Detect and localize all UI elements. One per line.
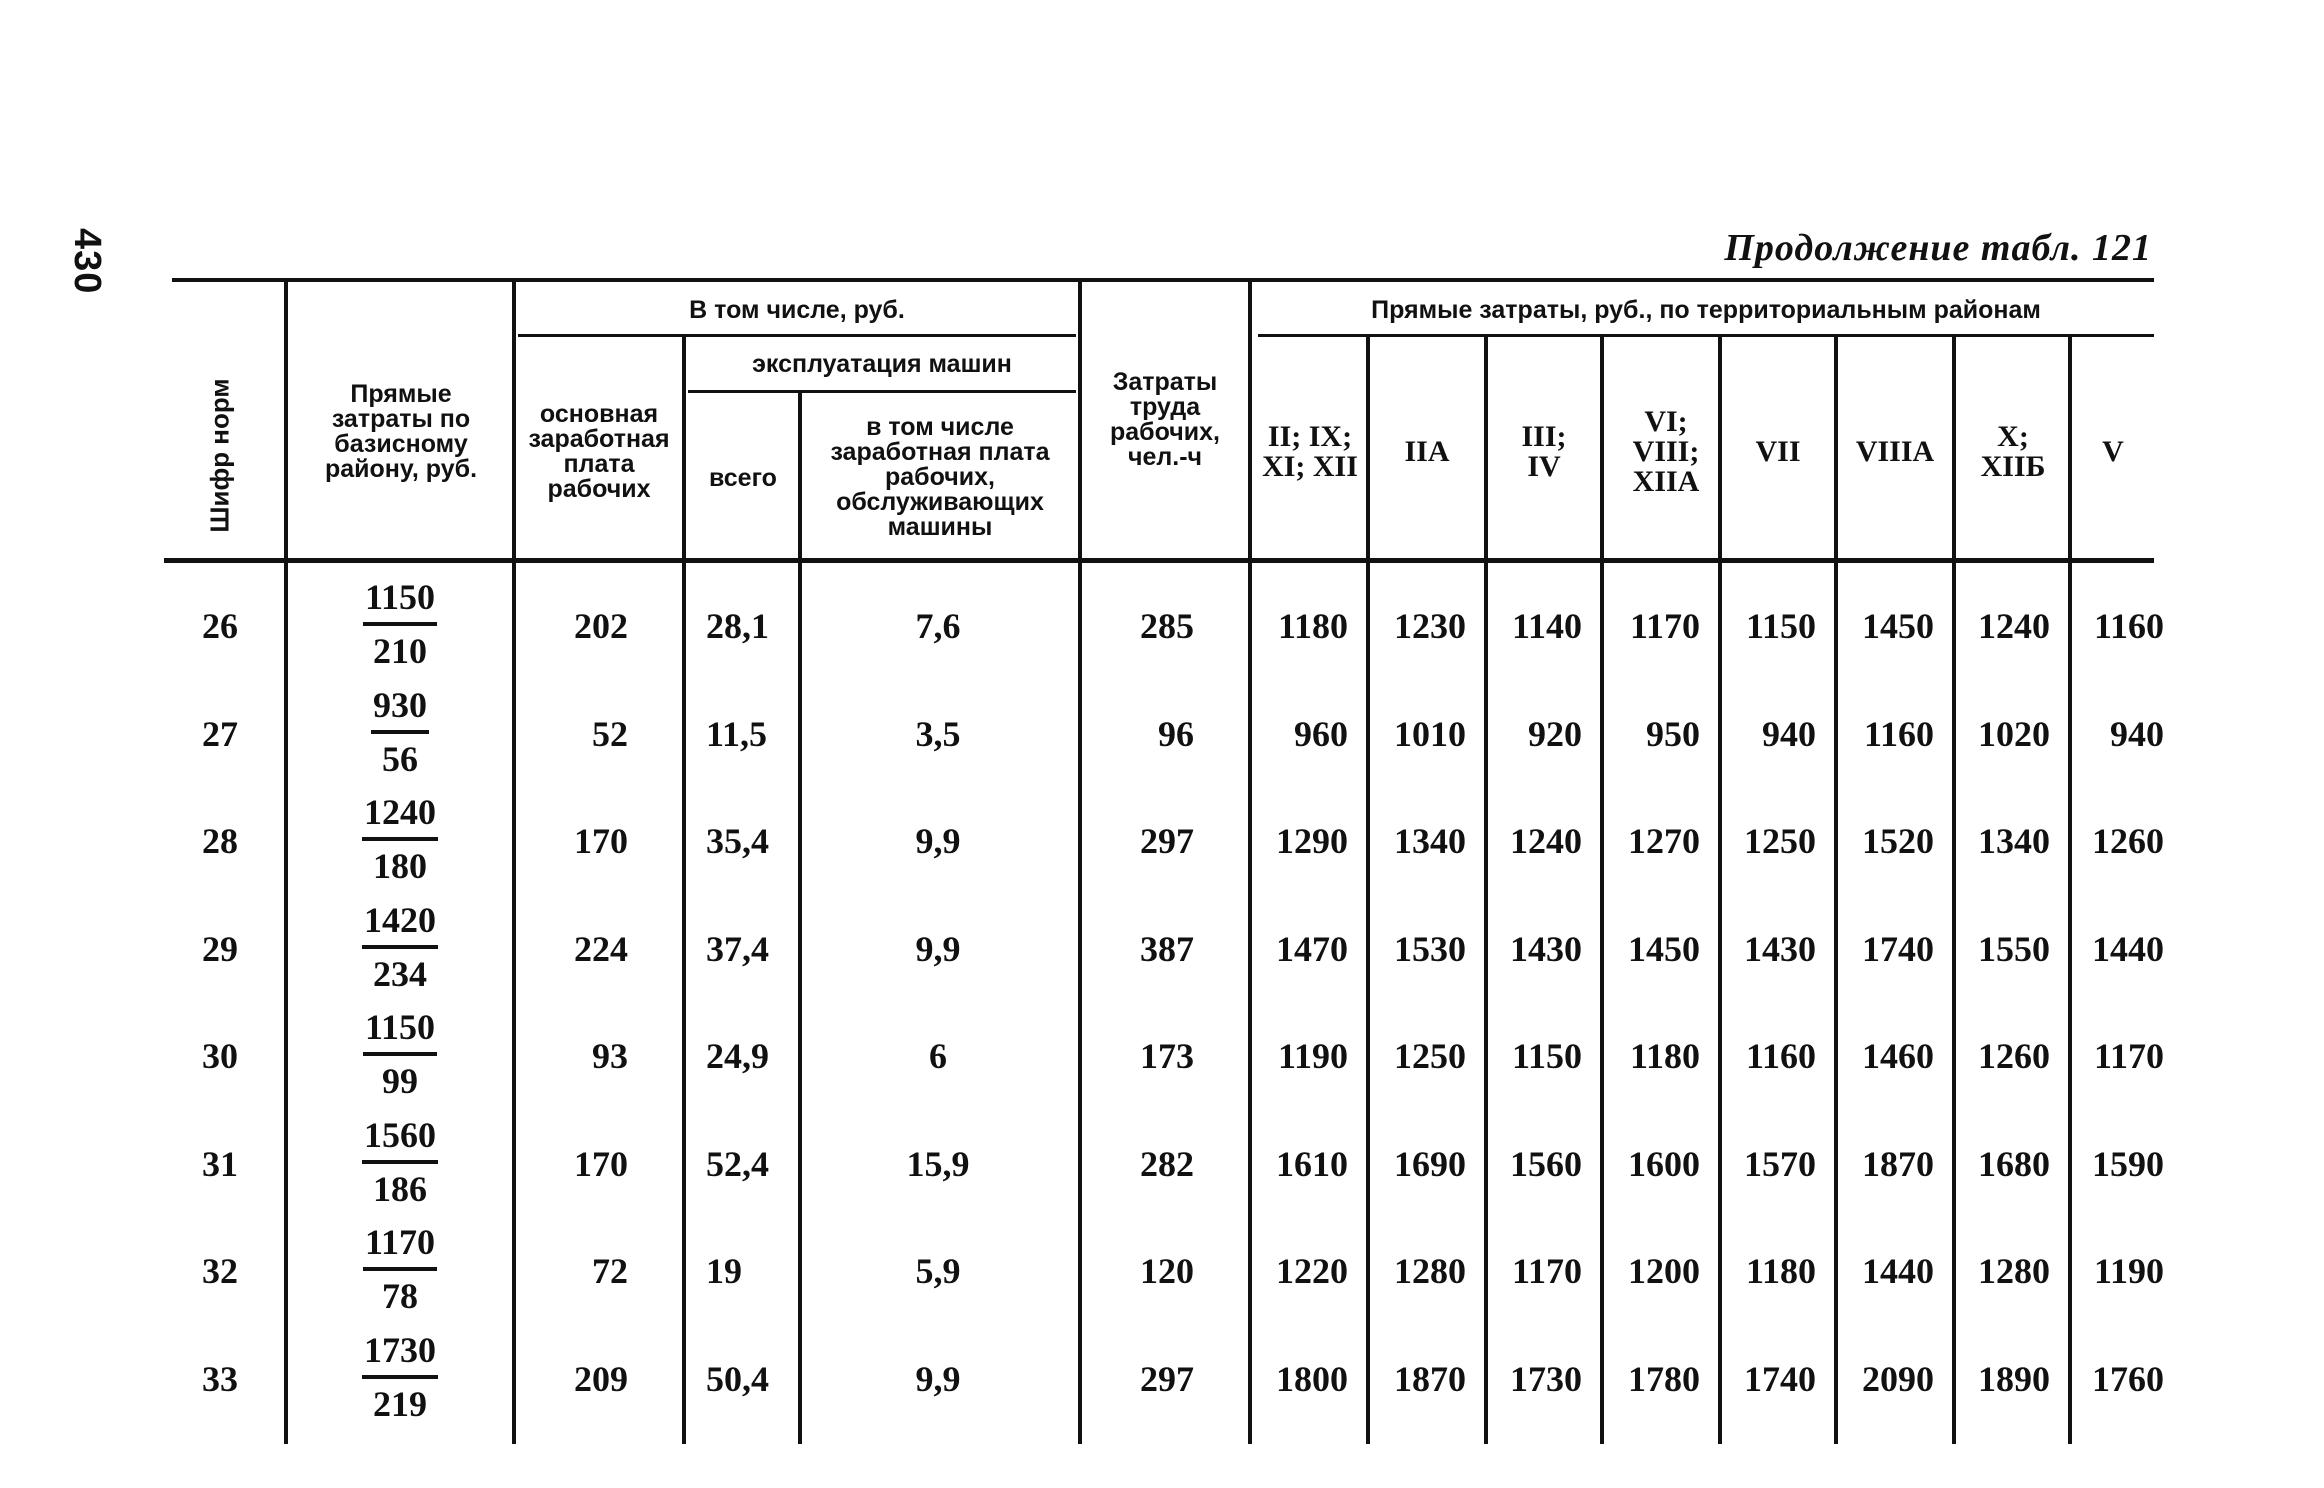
- direct-base-fraction: [340, 1224, 460, 1314]
- base-secondary-value: 99: [382, 1061, 418, 1101]
- region-value: 1450: [1628, 928, 1700, 969]
- region-value: 1610: [1276, 1143, 1348, 1184]
- wage-value: 170: [574, 821, 628, 861]
- exploit-wage-value: 5,9: [915, 1251, 961, 1291]
- header-region: II; IX; XI; XII: [1262, 420, 1358, 483]
- region-value: 1240: [1978, 606, 2050, 646]
- direct-base-fraction: [340, 1009, 460, 1099]
- direct-base-value: 1240: [362, 794, 438, 841]
- header-code: Шифр норм: [204, 378, 235, 533]
- region-value: 2090: [1862, 1358, 1934, 1399]
- region-value: 1010: [1394, 713, 1466, 754]
- header-regions-group: Прямые затраты, руб., по территориальным районам: [1371, 295, 2041, 324]
- exploit-total-value: 11,5: [706, 713, 768, 754]
- exploit-total-value: 37,4: [706, 928, 769, 969]
- region-value: 1470: [1276, 928, 1348, 969]
- region-value: 1250: [1394, 1036, 1466, 1076]
- header-exploit-total: всего: [709, 463, 777, 492]
- exploit-wage-value: 15,9: [906, 1143, 970, 1184]
- base-secondary-value: 186: [373, 1168, 427, 1209]
- col-divider: [512, 282, 516, 1444]
- col-divider: [798, 393, 802, 1444]
- region-value: 1760: [2092, 1358, 2164, 1399]
- region-value: 1430: [1744, 928, 1816, 969]
- labor-value: 173: [1140, 1036, 1194, 1076]
- wage-value: 72: [592, 1251, 628, 1291]
- row-code: 27: [202, 713, 238, 754]
- direct-base-fraction: [340, 579, 460, 669]
- region-value: 940: [2110, 713, 2164, 754]
- region-value: 1280: [1394, 1251, 1466, 1291]
- region-value: 1140: [1511, 606, 1582, 646]
- exploit-total-value: 28,1: [706, 606, 769, 646]
- region-value: 1690: [1394, 1143, 1466, 1184]
- region-value: 1870: [1862, 1143, 1934, 1184]
- region-value: 1520: [1862, 821, 1934, 861]
- labor-value: 285: [1140, 606, 1194, 646]
- labor-value: 387: [1140, 928, 1194, 969]
- region-value: 1250: [1744, 821, 1816, 861]
- header-bottom-rule: [164, 558, 2154, 563]
- region-value: 1440: [1862, 1251, 1934, 1291]
- exploit-total-value: 19: [706, 1251, 742, 1291]
- header-region: IIA: [1404, 435, 1450, 468]
- region-value: 920: [1528, 713, 1582, 754]
- exploit-wage-value: 3,5: [915, 713, 961, 754]
- region-value: 1160: [2093, 606, 2164, 646]
- header-direct-base: Прямые затраты по базисному району, руб.: [324, 380, 478, 483]
- header-incl-group: В том числе, руб.: [689, 295, 905, 324]
- header-region: VII: [1755, 435, 1801, 468]
- labor-value: 282: [1140, 1143, 1194, 1184]
- region-value: 950: [1646, 713, 1700, 754]
- region-value: 1740: [1744, 1358, 1816, 1399]
- wage-value: 224: [574, 928, 628, 969]
- base-secondary-value: 219: [373, 1383, 427, 1424]
- region-value: 1340: [1978, 821, 2050, 861]
- exploit-wage-value: 6: [929, 1036, 947, 1076]
- region-value: 1190: [1277, 1036, 1348, 1076]
- region-value: 1680: [1978, 1143, 2050, 1184]
- exploit-wage-value: 9,9: [915, 928, 961, 969]
- base-secondary-value: 56: [382, 738, 418, 779]
- region-value: 1180: [1277, 606, 1348, 646]
- region-value: 1170: [2093, 1036, 2164, 1076]
- direct-base-fraction: [340, 1114, 460, 1209]
- row-code: 32: [202, 1251, 238, 1291]
- exploit-group-rule: [688, 390, 1076, 393]
- region-value: 1170: [1629, 606, 1700, 646]
- region-value: 1240: [1510, 821, 1582, 861]
- direct-base-fraction: [340, 899, 460, 994]
- col-divider: [682, 337, 686, 1444]
- direct-base-value: 1420: [362, 902, 438, 949]
- region-value: 1200: [1628, 1251, 1700, 1291]
- region-value: 1180: [1745, 1251, 1816, 1291]
- regions-group-rule: [1258, 334, 2154, 337]
- region-value: 1160: [1745, 1036, 1816, 1076]
- region-value: 1150: [1745, 606, 1816, 646]
- region-value: 1440: [2092, 928, 2164, 969]
- region-value: 1780: [1628, 1358, 1700, 1399]
- header-wage: основная заработная плата рабочих: [528, 400, 670, 503]
- region-value: 1740: [1862, 928, 1934, 969]
- region-value: 1230: [1394, 606, 1466, 646]
- region-value: 1180: [1629, 1036, 1700, 1076]
- exploit-wage-value: 7,6: [915, 606, 961, 646]
- col-divider: [1078, 282, 1082, 1444]
- region-value: 1800: [1276, 1358, 1348, 1399]
- region-value: 1730: [1510, 1358, 1582, 1399]
- region-value: 1150: [1511, 1036, 1582, 1076]
- region-value: 1020: [1978, 713, 2050, 754]
- region-value: 960: [1294, 713, 1348, 754]
- direct-base-value: 1730: [362, 1332, 438, 1379]
- exploit-wage-value: 9,9: [915, 1358, 961, 1399]
- base-secondary-value: 78: [382, 1276, 418, 1316]
- direct-base-fraction: [340, 684, 460, 779]
- wage-value: 52: [592, 713, 628, 754]
- row-code: 30: [202, 1036, 238, 1076]
- direct-base-value: 930: [371, 687, 429, 734]
- labor-value: 297: [1140, 821, 1194, 861]
- wage-value: 170: [574, 1143, 628, 1184]
- region-value: 1160: [1863, 713, 1934, 754]
- exploit-total-value: 50,4: [706, 1358, 769, 1399]
- direct-base-value: 1560: [362, 1117, 438, 1164]
- direct-base-fraction: [340, 794, 460, 884]
- labor-value: 120: [1140, 1251, 1194, 1291]
- table-top-rule: [172, 278, 2154, 282]
- region-value: 940: [1762, 713, 1816, 754]
- region-value: 1590: [2092, 1143, 2164, 1184]
- direct-base-fraction: [340, 1329, 460, 1424]
- labor-value: 297: [1140, 1358, 1194, 1399]
- row-code: 26: [202, 606, 238, 646]
- table-caption: Продолжение табл. 121: [1724, 227, 2152, 269]
- region-value: 1870: [1394, 1358, 1466, 1399]
- header-exploit-wage: в том числе заработная плата рабочих, обслуживающих машины: [830, 412, 1050, 541]
- region-value: 1890: [1978, 1358, 2050, 1399]
- region-value: 1550: [1978, 928, 2050, 969]
- exploit-total-value: 35,4: [706, 821, 769, 861]
- row-code: 31: [202, 1143, 238, 1184]
- region-value: 1530: [1394, 928, 1466, 969]
- wage-value: 209: [574, 1358, 628, 1399]
- region-value: 1260: [2092, 821, 2164, 861]
- region-value: 1190: [2093, 1251, 2164, 1291]
- exploit-total-value: 24,9: [706, 1036, 769, 1076]
- header-region: VIIIA: [1855, 435, 1935, 468]
- header-labor: Затраты труда рабочих, чел.-ч: [1110, 368, 1220, 471]
- wage-value: 93: [592, 1036, 628, 1076]
- region-value: 1220: [1276, 1251, 1348, 1291]
- header-region: VI; VIII; XIIA: [1632, 405, 1700, 498]
- direct-base-value: 1150: [363, 1009, 437, 1056]
- incl-group-rule: [518, 334, 1076, 337]
- direct-base-value: 1150: [363, 579, 437, 626]
- direct-base-value: 1170: [363, 1224, 437, 1271]
- exploit-total-value: 52,4: [706, 1143, 769, 1184]
- row-code: 29: [202, 928, 238, 969]
- region-value: 1570: [1744, 1143, 1816, 1184]
- region-value: 1340: [1394, 821, 1466, 861]
- exploit-wage-value: 9,9: [915, 821, 961, 861]
- labor-value: 96: [1158, 713, 1194, 754]
- header-region: X; XIIБ: [1980, 420, 2046, 483]
- region-value: 1280: [1978, 1251, 2050, 1291]
- region-value: 1270: [1628, 821, 1700, 861]
- region-value: 1450: [1862, 606, 1934, 646]
- page-number: 430: [66, 228, 108, 295]
- header-region: III; IV: [1521, 420, 1567, 483]
- base-secondary-value: 210: [373, 631, 427, 671]
- row-code: 28: [202, 821, 238, 861]
- row-code: 33: [202, 1358, 238, 1399]
- region-value: 1600: [1628, 1143, 1700, 1184]
- region-value: 1290: [1276, 821, 1348, 861]
- region-value: 1170: [1511, 1251, 1582, 1291]
- header-region: V: [2102, 435, 2124, 468]
- region-value: 1430: [1510, 928, 1582, 969]
- region-value: 1260: [1978, 1036, 2050, 1076]
- wage-value: 202: [574, 606, 628, 646]
- base-secondary-value: 234: [373, 953, 427, 994]
- base-secondary-value: 180: [373, 846, 427, 886]
- region-value: 1460: [1862, 1036, 1934, 1076]
- region-value: 1560: [1510, 1143, 1582, 1184]
- col-divider: [284, 282, 288, 1444]
- header-exploit-group: эксплуатация машин: [752, 349, 1012, 378]
